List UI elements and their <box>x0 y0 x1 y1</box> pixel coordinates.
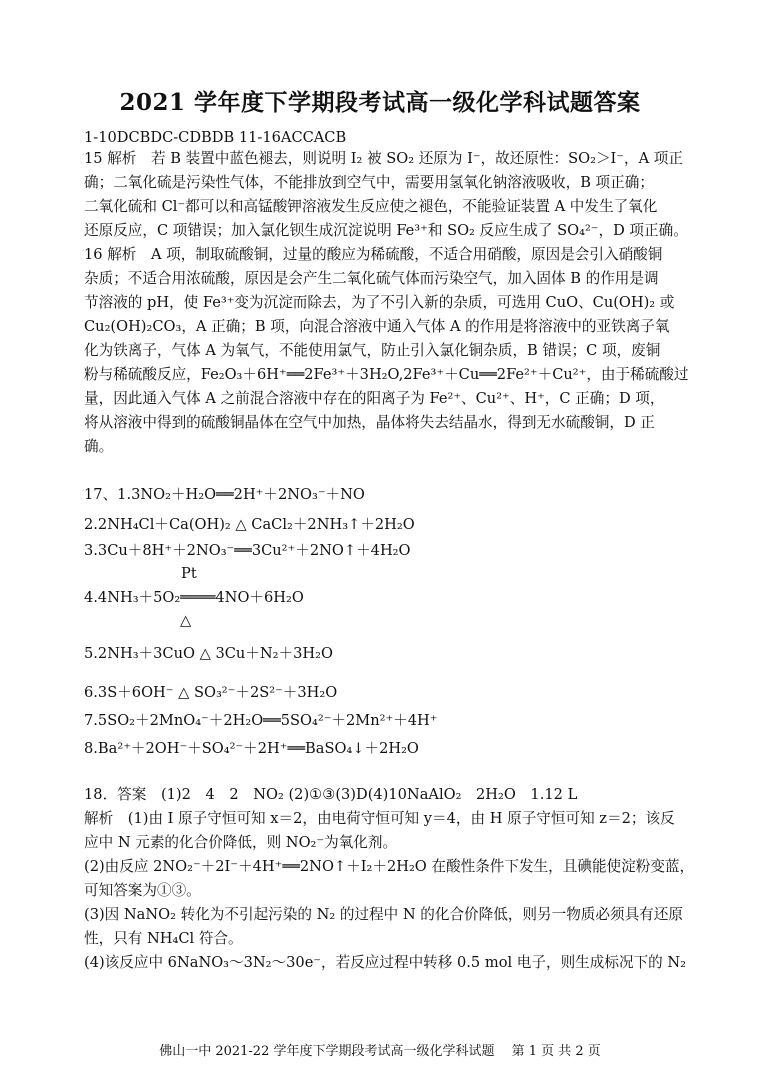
q17-equation-4-catalyst: Pt <box>181 565 197 582</box>
q16-line-9: 确。 <box>84 438 114 455</box>
q18-line-8: (4)该反应中 6NaNO₃～3N₂～30e⁻，若反应过程中转移 0.5 mol 电子，则生成标况下的 N₂ <box>84 954 686 971</box>
q18-line-7: 性，只有 NH₄Cl 符合。 <box>84 930 243 947</box>
page-title: 2021 学年度下学期段考试高一级化学科试题答案 <box>119 89 641 116</box>
q16-line-7: 量，因此通入气体 A 之前混合溶液中存在的阳离子为 Fe²⁺、Cu²⁺、H⁺，C 正确；D 项， <box>84 390 665 407</box>
q15-line-3: 二氧化硫和 Cl⁻都可以和高锰酸钾溶液发生反应使之褪色，不能验证装置 A 中发生了氧化 <box>84 198 658 215</box>
q16-line-5: 化为铁离子，气体 A 为氧气，不能使用氯气，防止引入氯化铜杂质，B 错误；C 项，废铜 <box>84 342 661 359</box>
q17-equation-4-heat: △ <box>180 612 192 629</box>
q17-equation-1: 17、1.3NO₂＋H₂O══2H⁺＋2NO₃⁻＋NO <box>84 486 365 503</box>
q18-answer: 18．答案 (1)2 4 2 NO₂ (2)①③(3)D(4)10NaAlO₂ 2H₂O 1.12 L <box>84 786 578 803</box>
q15-line-1: 15 解析 若 B 装置中蓝色褪去，则说明 I₂ 被 SO₂ 还原为 I⁻，故还原性：SO₂＞I⁻，A 项正 <box>84 150 683 167</box>
q16-line-4: Cu₂(OH)₂CO₃，A 正确；B 项，向混合溶液中通入气体 A 的作用是将溶液中的亚铁离子氧 <box>84 318 670 335</box>
page-footer: 佛山一中 2021-22 学年度下学期段考试高一级化学科试题 第 1 页 共 2 页 <box>159 1044 601 1059</box>
q15-line-4: 还原反应，C 项错误；加入氯化钡生成沉淀说明 Fe³⁺和 SO₂ 反应生成了 SO₄²⁻，D 项正确。 <box>84 222 688 239</box>
q18-line-3: 应中 N 元素的化合价降低，则 NO₂⁻为氧化剂。 <box>84 834 398 851</box>
q18-line-5: 可知答案为①③。 <box>84 882 201 899</box>
q17-equation-2: 2.2NH₄Cl＋Ca(OH)₂ △ CaCl₂＋2NH₃↑＋2H₂O <box>84 516 415 533</box>
q16-line-6: 粉与稀硫酸反应，Fe₂O₃＋6H⁺══2Fe³⁺＋3H₂O,2Fe³⁺＋Cu══2Fe²⁺＋Cu²⁺，由于稀硫酸过 <box>84 366 689 383</box>
q17-equation-8: 8.Ba²⁺＋2OH⁻＋SO₄²⁻＋2H⁺══BaSO₄↓＋2H₂O <box>84 740 419 757</box>
q16-line-8: 将从溶液中得到的硫酸铜晶体在空气中加热，晶体将失去结晶水，得到无水硫酸铜，D 正 <box>84 414 655 431</box>
q17-equation-4: 4.4NH₃＋5O₂════4NO＋6H₂O <box>84 589 304 606</box>
q17-equation-6: 6.3S＋6OH⁻ △ SO₃²⁻＋2S²⁻＋3H₂O <box>84 684 338 701</box>
multiple-choice-answers: 1-10DCBDC-CDBDB 11-16ACCACB <box>84 129 347 146</box>
q16-line-3: 节溶液的 pH，使 Fe³⁺变为沉淀而除去，为了不引入新的杂质，可选用 CuO、Cu(OH)₂ 或 <box>84 294 675 311</box>
q16-line-2: 杂质；不适合用浓硫酸，原因是会产生二氧化硫气体而污染空气，加入固体 B 的作用是调 <box>84 270 659 287</box>
q16-line-1: 16 解析 A 项，制取硫酸铜，过量的酸应为稀硫酸，不适合用硝酸，原因是会引入硝酸铜 <box>84 246 663 263</box>
q17-equation-5: 5.2NH₃＋3CuO △ 3Cu＋N₂＋3H₂O <box>84 645 333 662</box>
q15-line-2: 确；二氧化硫是污染性气体，不能排放到空气中，需要用氢氧化钠溶液吸收，B 项正确； <box>84 174 654 191</box>
q17-equation-7: 7.5SO₂＋2MnO₄⁻＋2H₂O══5SO₄²⁻＋2Mn²⁺＋4H⁺ <box>84 712 438 729</box>
q18-line-2: 解析 (1)由 I 原子守恒可知 x＝2，由电荷守恒可知 y＝4，由 H 原子守恒可知 z＝2；该反 <box>84 810 675 827</box>
q18-line-6: (3)因 NaNO₂ 转化为不引起污染的 N₂ 的过程中 N 的化合价降低，则另一物质必须具有还原 <box>84 906 683 923</box>
q17-equation-3: 3.3Cu＋8H⁺＋2NO₃⁻══3Cu²⁺＋2NO↑＋4H₂O <box>84 542 411 559</box>
q18-line-4: (2)由反应 2NO₂⁻＋2I⁻＋4H⁺══2NO↑＋I₂＋2H₂O 在酸性条件下发生，且碘能使淀粉变蓝， <box>84 858 695 875</box>
